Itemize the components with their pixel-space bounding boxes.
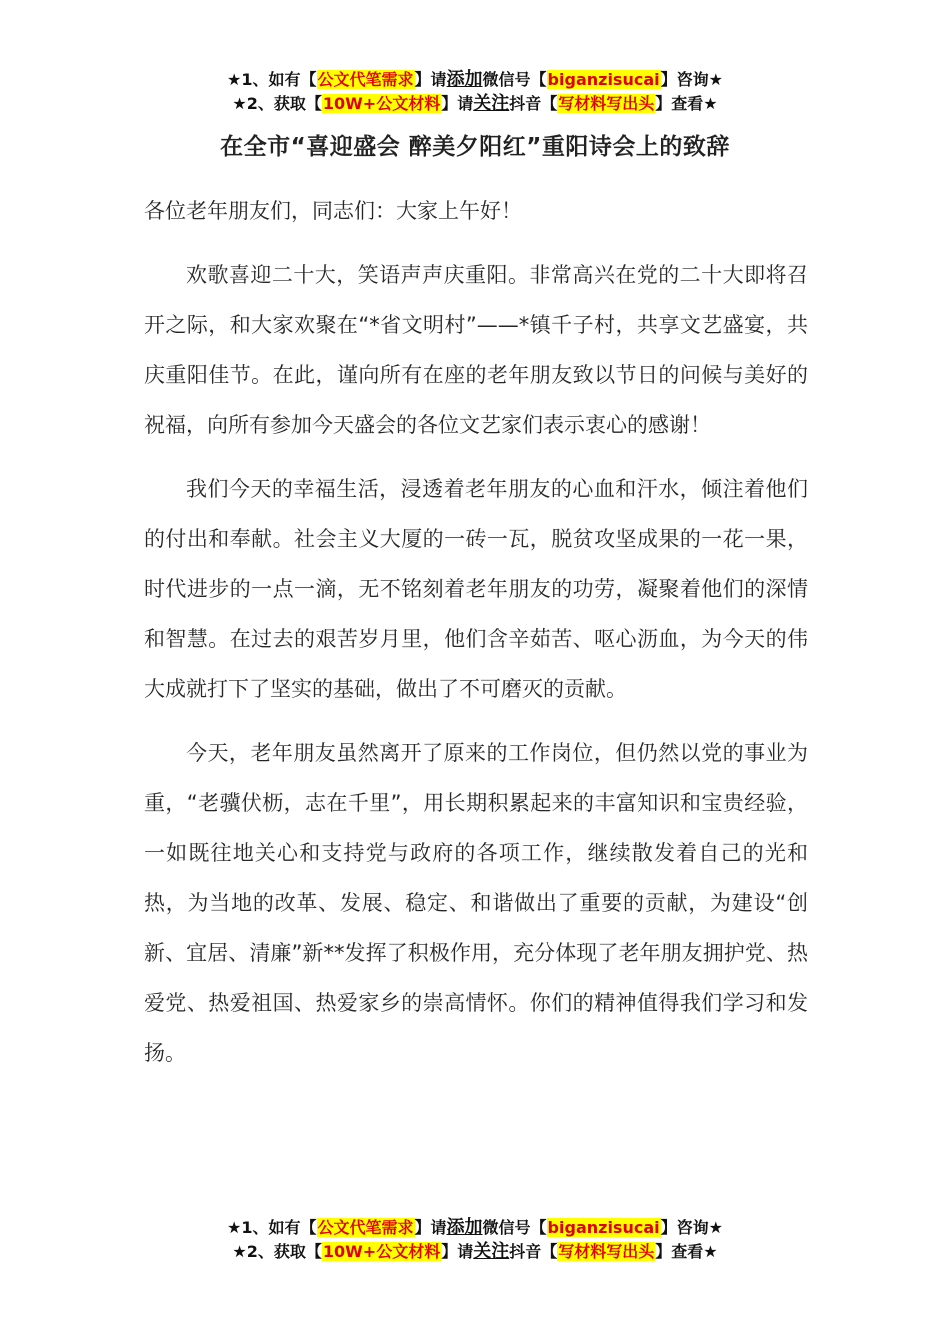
promo-line-1: ★1、如有【公文代笔需求】请添加微信号【biganzisucai】咨询★ — [227, 69, 723, 90]
promo-line-2: ★2、获取【10W+公文材料】请关注抖音【写材料写出头】查看★ — [232, 93, 718, 114]
document-body — [144, 186, 808, 1092]
paragraph: 我们今天的幸福生活，浸透着老年朋友的心血和汗水，倾注着他们的付出和奉献。社会主义大厦的一砖一瓦，脱贫攻坚成果的一花一果，时代进步的一点一滴，无不铭刻着老年朋友的功劳，凝聚着他们的深情和智慧。在过去的艰苦岁月里，他们含辛茹苦、呕心沥血，为今天的伟大成就打下了坚实的基础，做出了不可磨灭的贡献。 — [144, 477, 808, 701]
highlight-text: 10W+公文材料 — [322, 1242, 441, 1261]
paragraph: 欢歌喜迎二十大，笑语声声庆重阳。非常高兴在党的二十大即将召开之际，和大家欢聚在“*省文明村”——*镇千子村，共享文艺盛宴，共庆重阳佳节。在此，谨向所有在座的老年朋友致以节日的问候与美好的祝福，向所有参加今天盛会的各位文艺家们表示衷心的感谢！ — [144, 263, 808, 437]
highlight-text: 公文代笔需求 — [317, 1218, 414, 1237]
emphasis-text: 关注 — [473, 93, 510, 114]
promo-line-2: ★2、获取【10W+公文材料】请关注抖音【写材料写出头】查看★ — [232, 1241, 718, 1262]
emphasis-text: 添加 — [446, 1217, 483, 1238]
highlight-text: biganzisucai — [547, 70, 660, 89]
highlight-text: 公文代笔需求 — [317, 70, 414, 89]
promo-banner-top — [0, 68, 950, 116]
highlight-text: 写材料写出头 — [558, 94, 655, 113]
emphasis-text: 添加 — [446, 69, 483, 90]
highlight-text: biganzisucai — [547, 1218, 660, 1237]
highlight-text: 10W+公文材料 — [322, 94, 441, 113]
emphasis-text: 关注 — [473, 1241, 510, 1262]
document-title: 在全市“喜迎盛会 醉美夕阳红”重阳诗会上的致辞 — [220, 134, 730, 160]
promo-banner-bottom — [0, 1216, 950, 1264]
promo-line-1: ★1、如有【公文代笔需求】请添加微信号【biganzisucai】咨询★ — [227, 1217, 723, 1238]
paragraph: 今天，老年朋友虽然离开了原来的工作岗位，但仍然以党的事业为重，“老骥伏枥，志在千里”，用长期积累起来的丰富知识和宝贵经验，一如既往地关心和支持党与政府的各项工作，继续散发着自己的光和热，为当地的改革、发展、稳定、和谐做出了重要的贡献，为建设“创新、宜居、清廉”新**发挥了积极作用，充分体现了老年朋友拥护党、热爱党、热爱祖国、热爱家乡的崇高情怀。你们的精神值得我们学习和发扬。 — [144, 741, 808, 1065]
highlight-text: 写材料写出头 — [558, 1242, 655, 1261]
salutation: 各位老年朋友们，同志们：大家上午好！ — [144, 199, 522, 223]
